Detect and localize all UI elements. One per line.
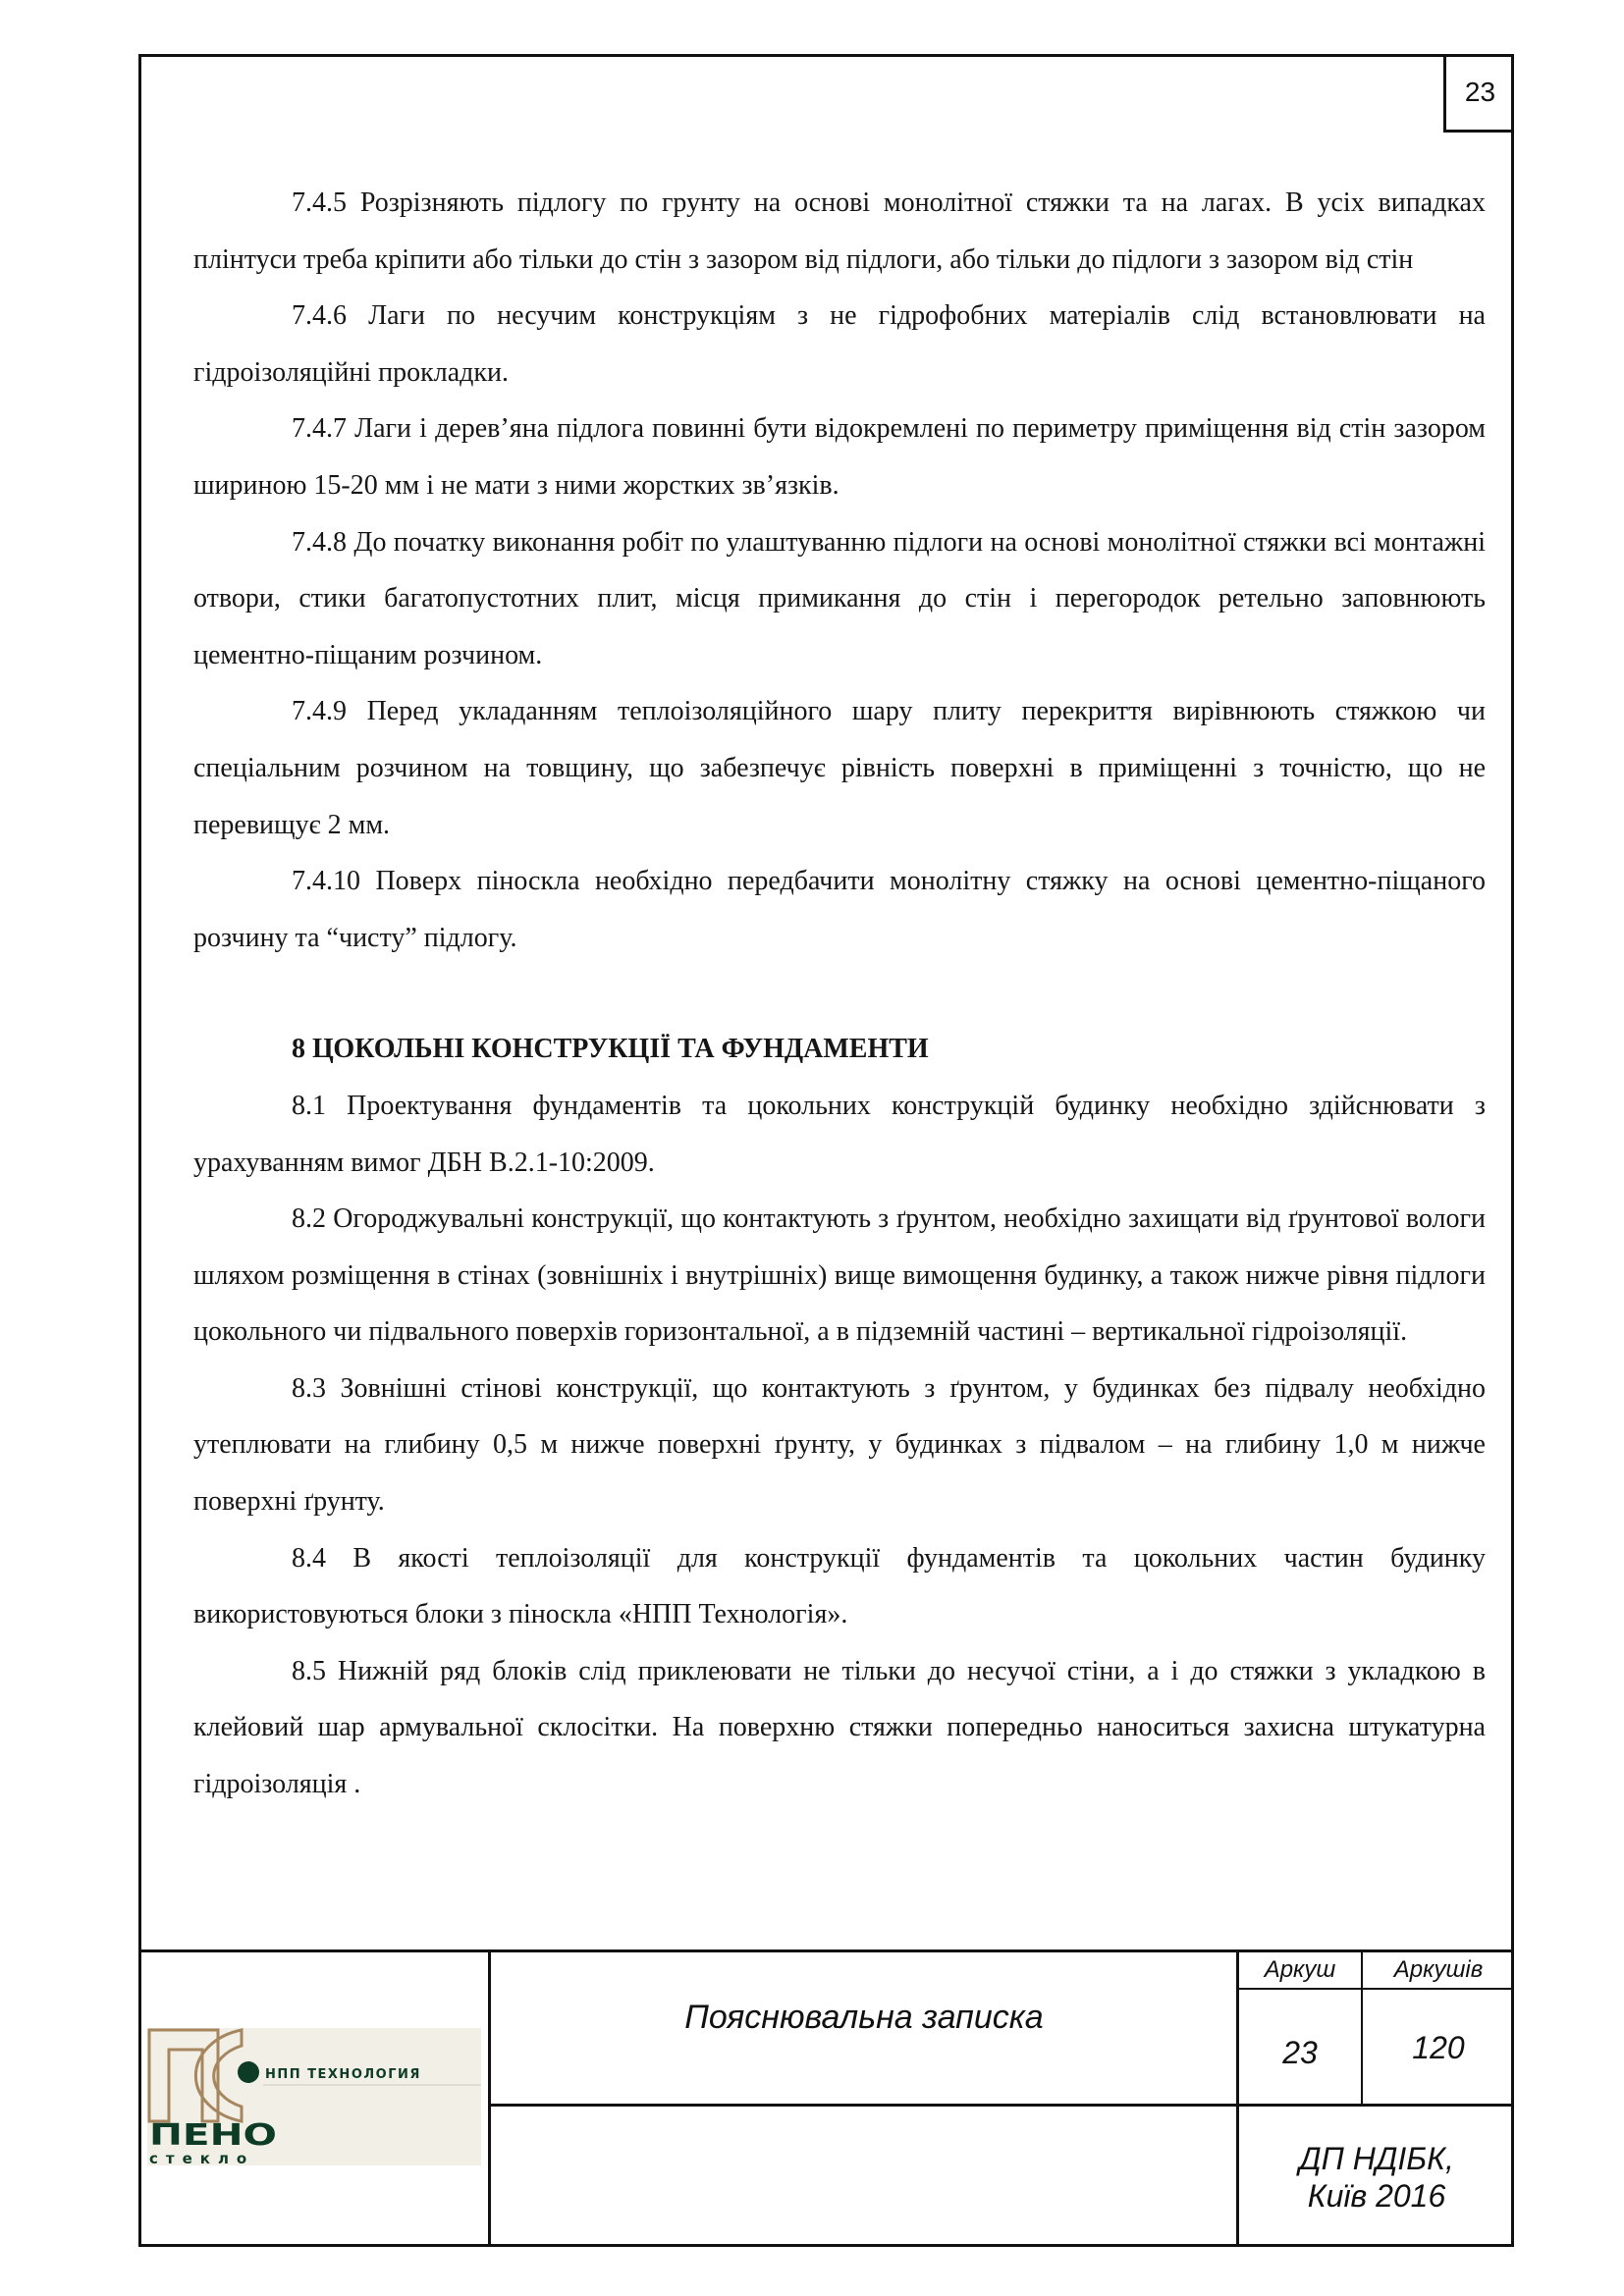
logo-company-text: НПП ТЕХНОЛОГИЯ	[265, 2067, 421, 2082]
sheets-total-value: 120	[1412, 2030, 1465, 2065]
logo-brand-word: ПЕНО	[149, 2118, 277, 2153]
paragraph-7-4-6: 7.4.6 Лаги по несучим конструкціям з не гідрофобних матеріалів слід встановлювати на гідроізоляційні прокладки.	[193, 300, 1486, 388]
organization-name: ДП НДІБК,	[1299, 2140, 1454, 2176]
paragraph-7-4-7: 7.4.7 Лаги і дерев’яна підлога повинні бути відокремлені по периметру приміщення від стін зазором шириною 15-20 мм і не мати з ними жорстких зв’язків.	[193, 413, 1486, 501]
logo-brand-sub: стекло	[149, 2150, 255, 2165]
paragraph-7-4-5: 7.4.5 Розрізняють підлогу по грунту на основі монолітної стяжки та на лагах. В усіх випадках плінтуси треба кріпити або тільки до стін з зазором від підлоги, або тільки до підлоги з зазором від стін	[193, 187, 1486, 275]
paragraph-7-4-9: 7.4.9 Перед укладанням теплоізоляційного шару плиту перекриття вирівнюють стяжкою чи спеціальним розчином на товщину, що забезпечує рівність поверхні в приміщенні з точністю, що не перевищує 2 мм.	[193, 696, 1486, 840]
document-title: Пояснювальна записка	[684, 1998, 1044, 2036]
paragraph-8-1: 8.1 Проектування фундаментів та цокольних конструкцій будинку необхідно здійснювати з урахуванням вимог ДБН В.2.1-10:2009.	[193, 1090, 1486, 1178]
paragraph-7-4-10: 7.4.10 Поверх піноскла необхідно передбачити монолітну стяжку на основі цементно-піщаного розчину та “чисту” підлогу.	[193, 866, 1486, 953]
paragraph-7-4-8: 7.4.8 До початку виконання робіт по улаштуванню підлоги на основі монолітної стяжки всі монтажні отвори, стики багатопустотних плит, місця примикання до стін і перегородок ретельно заповнюють цементно-піщаним розчином.	[193, 526, 1486, 670]
paragraph-8-2: 8.2 Огороджувальні конструкції, що контактують з ґрунтом, необхідно захищати від ґрунтової вологи шляхом розміщення в стінах (зовнішніх і внутрішніх) вище вимощення будинку, а також нижче рівня підлоги цокольного чи підвального поверхів горизонтальної, а в підземній частині – вертикальної гідроізоляції.	[193, 1203, 1486, 1348]
page-number: 23	[1464, 76, 1496, 107]
title-block-header-row-line	[1236, 1988, 1514, 1990]
organization-city-year: Київ 2016	[1307, 2177, 1446, 2214]
section-heading: 8 ЦОКОЛЬНІ КОНСТРУКЦІЇ ТА ФУНДАМЕНТИ	[292, 1034, 929, 1065]
page-number-box	[1443, 54, 1514, 133]
document-body	[193, 175, 1486, 1813]
sheet-value: 23	[1282, 2035, 1318, 2070]
sheet-label: Аркуш	[1264, 1956, 1336, 1983]
organization	[1239, 2107, 1514, 2247]
penosteklo-logo-icon	[147, 2028, 481, 2165]
paragraph-8-3: 8.3 Зовнішні стінові конструкції, що контактують з ґрунтом, у будинках без підвалу необхідно утеплювати на глибину 0,5 м нижче поверхні ґрунту, у будинках з підвалом – на глибину 1,0 м нижче поверхні ґрунту.	[193, 1372, 1486, 1518]
paragraph-8-5: 8.5 Нижній ряд блоків слід приклеювати не тільки до несучої стіни, а і до стяжки з укладкою в клейовий шар армувальної склосітки. На поверхню стяжки попередньо наноситься захисна штукатурна гідроізоляція .	[193, 1655, 1486, 1800]
paragraph-8-4: 8.4 В якості теплоізоляції для конструкції фундаментів та цокольних частин будинку використовуються блоки з піноскла «НПП Технологія».	[193, 1542, 1486, 1630]
sheets-total-label: Аркушів	[1393, 1956, 1484, 1983]
company-logo	[147, 2028, 481, 2165]
